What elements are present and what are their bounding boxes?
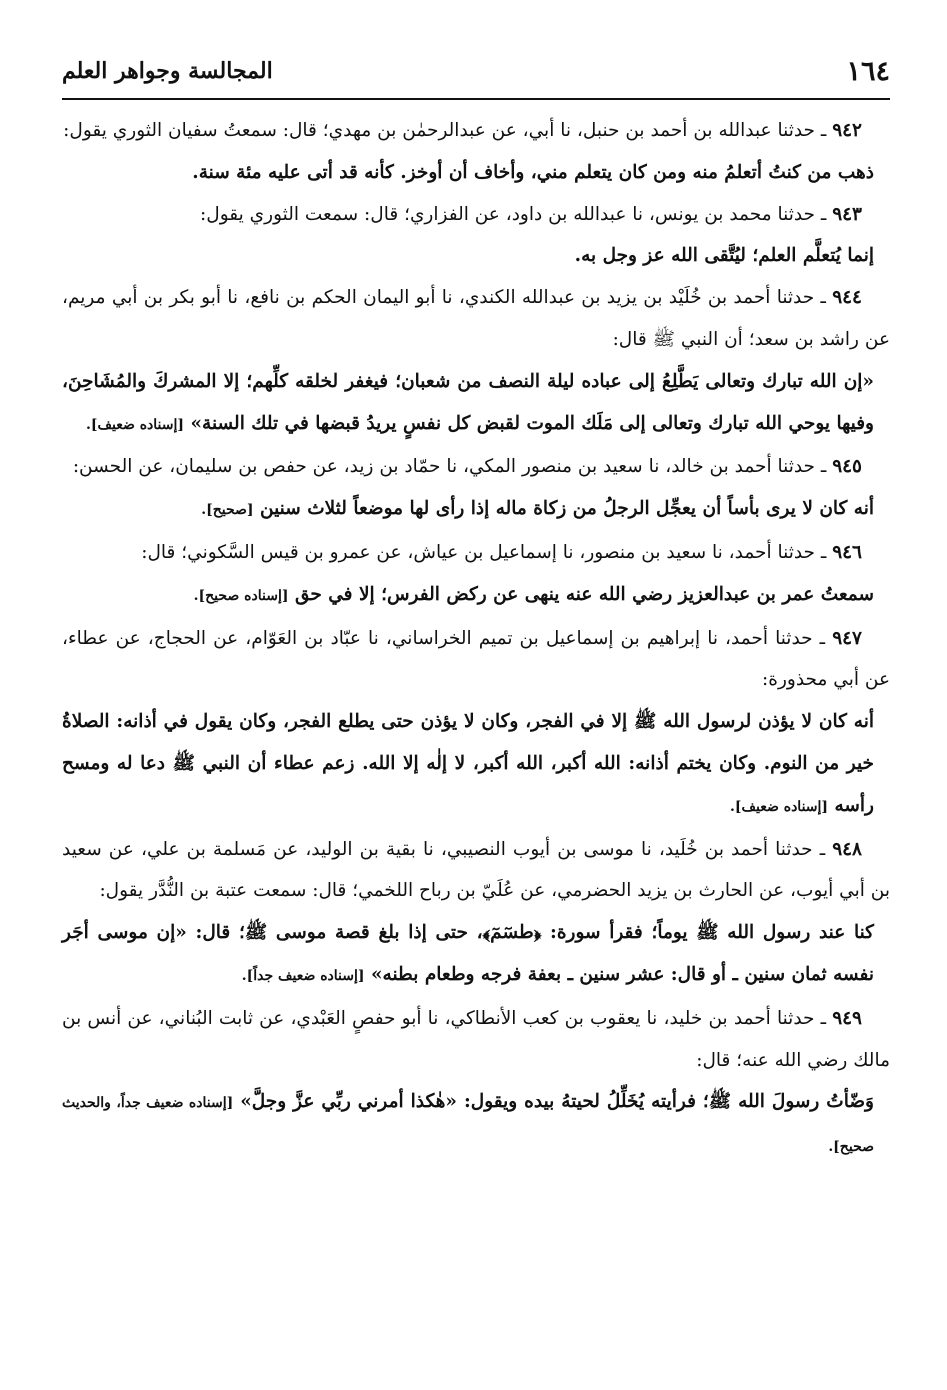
chain-text: حدثنا أحمد، نا إبراهيم بن إسماعيل بن تميم الخراساني، نا عبّاد بن العَوّام، عن الحجاج، عن عطاء، عن أبي محذورة: — [62, 627, 890, 691]
hadith-number: ٩٤٥ — [832, 456, 862, 478]
narration-text: ذهب من كنتُ أتعلمُ منه ومن كان يتعلم مني، وأخاف أن أوخز. كأنه قد أتى عليه مئة سنة. — [192, 161, 874, 183]
hadith-number: ٩٤٣ — [832, 203, 862, 225]
hadith-text — [62, 701, 890, 828]
grading-note: [صحيح]. — [201, 502, 254, 519]
hadith-text — [62, 152, 890, 194]
page-number: ١٦٤ — [846, 56, 890, 87]
narration-text: وَضّأتُ رسولَ الله ﷺ؛ فرأيته يُخَلِّلُ لحيتهُ بيده ويقول: «هٰكذا أمرني ربِّي عزَّ وجلَّ» — [240, 1091, 874, 1113]
narration-text: إنما يُتعلَّم العلم؛ ليُتَّقى الله عز وجل به. — [574, 245, 874, 267]
page-body — [62, 110, 890, 1169]
hadith-chain: ٩٤٩ ـ حدثنا أحمد بن خليد، نا يعقوب بن كعب الأنطاكي، نا أبو حفصٍ العَبْدي، عن ثابت البُناني، عن أنس بن مالك رضي الله عنه؛ قال: — [62, 1007, 890, 1071]
grading-note: [إسناده ضعيف]. — [730, 798, 829, 815]
page-header — [62, 52, 890, 100]
hadith-chain: ٩٤٢ ـ حدثنا عبدالله بن أحمد بن حنبل، نا أبي، عن عبدالرحمٰن بن مهدي؛ قال: سمعتُ سفيان الثوري يقول: — [63, 120, 862, 141]
hadith-text — [62, 912, 890, 998]
book-title: المجالسة وجواهر العلم — [62, 58, 273, 84]
grading-note: [إسناده ضعيف]. — [85, 416, 185, 433]
hadith-text — [62, 574, 890, 618]
hadith-chain: ٩٤٣ ـ حدثنا محمد بن يونس، نا عبدالله بن داود، عن الفزاري؛ قال: سمعت الثوري يقول: — [200, 203, 862, 225]
narration-text: كنا عند رسول الله ﷺ يوماً؛ فقرأ سورة: ﴿طسٓمٓ﴾، حتى إذا بلغ قصة موسى ﷺ؛ قال: «إن موسى أجَر نفسه ثمان سنين ـ أو قال: عشر سنين ـ بعفة فرجه وطعام بطنه» — [62, 922, 874, 985]
grading-note: [إسناده ضعيف جداً]. — [241, 967, 365, 984]
hadith-chain: ٩٤٦ ـ حدثنا أحمد، نا سعيد بن منصور، نا إسماعيل بن عياش، عن عمرو بن قيس السَّكوني؛ قال: — [141, 541, 862, 563]
chain-text: حدثنا أحمد بن خُلَيْد بن يزيد بن عبدالله الكندي، نا أبو اليمان الحكم بن نافع، نا أبو بكر بن أبي مريم، عن راشد بن سعد؛ أن النبي ﷺ قال: — [62, 287, 890, 350]
narration-text: سمعتُ عمر بن عبدالعزيز رضي الله عنه ينهى عن ركض الفرس؛ إلا في حق — [294, 583, 874, 605]
chain-text: حدثنا محمد بن يونس، نا عبدالله بن داود، عن الفزاري؛ قال: سمعت الثوري يقول: — [200, 203, 815, 225]
hadith-chain: ٩٤٨ ـ حدثنا أحمد بن خُلَيد، نا موسى بن أيوب النصيبي، نا بقية بن الوليد، عن مَسلمة بن علي، عن سعيد بن أبي أيوب، عن الحارث بن يزيد الحضرمي، عن عُلَيّ بن رباح اللخمي؛ قال: سمعت عتبة بن النُّدَّر يقول: — [62, 838, 890, 902]
hadith-number: ٩٤٨ — [832, 838, 862, 860]
hadith-chain: ٩٤٥ ـ حدثنا أحمد بن خالد، نا سعيد بن منصور المكي، نا حمّاد بن زيد، عن حفص بن سليمان، عن الحسن: — [72, 456, 862, 478]
narration-text: أنه كان لا يرى بأساً أن يعجِّل الرجلُ من زكاة ماله إذا رأى لها موضعاً لثلاث سنين — [260, 498, 874, 520]
hadith-text — [62, 361, 890, 447]
chain-text: حدثنا عبدالله بن أحمد بن حنبل، نا أبي، عن عبدالرحمٰن بن مهدي؛ قال: سمعتُ سفيان الثوري يقول: — [63, 120, 815, 141]
hadith-text — [62, 235, 890, 277]
hadith-text — [62, 488, 890, 532]
hadith-number: ٩٤٧ — [832, 627, 862, 649]
hadith-number: ٩٤٩ — [832, 1007, 862, 1029]
hadith-number: ٩٤٦ — [832, 541, 862, 563]
hadith-number: ٩٤٢ — [832, 120, 862, 141]
hadith-text — [62, 1081, 890, 1169]
grading-note: [إسناده صحيح]. — [193, 587, 289, 604]
hadith-chain: ٩٤٤ ـ حدثنا أحمد بن خُلَيْد بن يزيد بن عبدالله الكندي، نا أبو اليمان الحكم بن نافع، نا أبو بكر بن أبي مريم، عن راشد بن سعد؛ أن النبي ﷺ قال: — [62, 287, 890, 350]
chain-text: حدثنا أحمد بن خُلَيد، نا موسى بن أيوب النصيبي، نا بقية بن الوليد، عن مَسلمة بن علي، عن سعيد بن أبي أيوب، عن الحارث بن يزيد الحضرمي، عن عُلَيّ بن رباح اللخمي؛ قال: سمعت عتبة بن النُّدَّر يقول: — [62, 838, 890, 902]
hadith-chain: ٩٤٧ ـ حدثنا أحمد، نا إبراهيم بن إسماعيل بن تميم الخراساني، نا عبّاد بن العَوّام، عن الحجاج، عن عطاء، عن أبي محذورة: — [62, 627, 890, 691]
chain-text: حدثنا أحمد بن خالد، نا سعيد بن منصور المكي، نا حمّاد بن زيد، عن حفص بن سليمان، عن الحسن: — [72, 456, 815, 478]
chain-text: حدثنا أحمد بن خليد، نا يعقوب بن كعب الأنطاكي، نا أبو حفصٍ العَبْدي، عن ثابت البُناني، عن أنس بن مالك رضي الله عنه؛ قال: — [62, 1007, 890, 1071]
hadith-number: ٩٤٤ — [832, 287, 862, 309]
narration-text: أنه كان لا يؤذن لرسول الله ﷺ إلا في الفجر، وكان لا يؤذن حتى يطلع الفجر، وكان يقول في أذانه: الصلاةُ خير من النوم. وكان يختم أذانه: الله أكبر، الله أكبر، لا إلٰه إلا الله. زعم عطاء أن النبي ﷺ دعا له ومسح رأسه — [62, 711, 874, 816]
chain-text: حدثنا أحمد، نا سعيد بن منصور، نا إسماعيل بن عياش، عن عمرو بن قيس السَّكوني؛ قال: — [141, 541, 815, 563]
grading-note: [إسناده ضعيف جداً، والحديث صحيح]. — [62, 1095, 874, 1156]
narration-text: «إن الله تبارك وتعالى يَطَّلِعُ إلى عباده ليلة النصف من شعبان؛ فيغفر لخلقه كلِّهم؛ إلا المشركَ والمُشَاحِنَ، وفيها يوحي الله تبارك وتعالى إلى مَلَك الموت لقبض كل نفسٍ يريدُ قبضها في تلك السنة» — [62, 370, 874, 434]
